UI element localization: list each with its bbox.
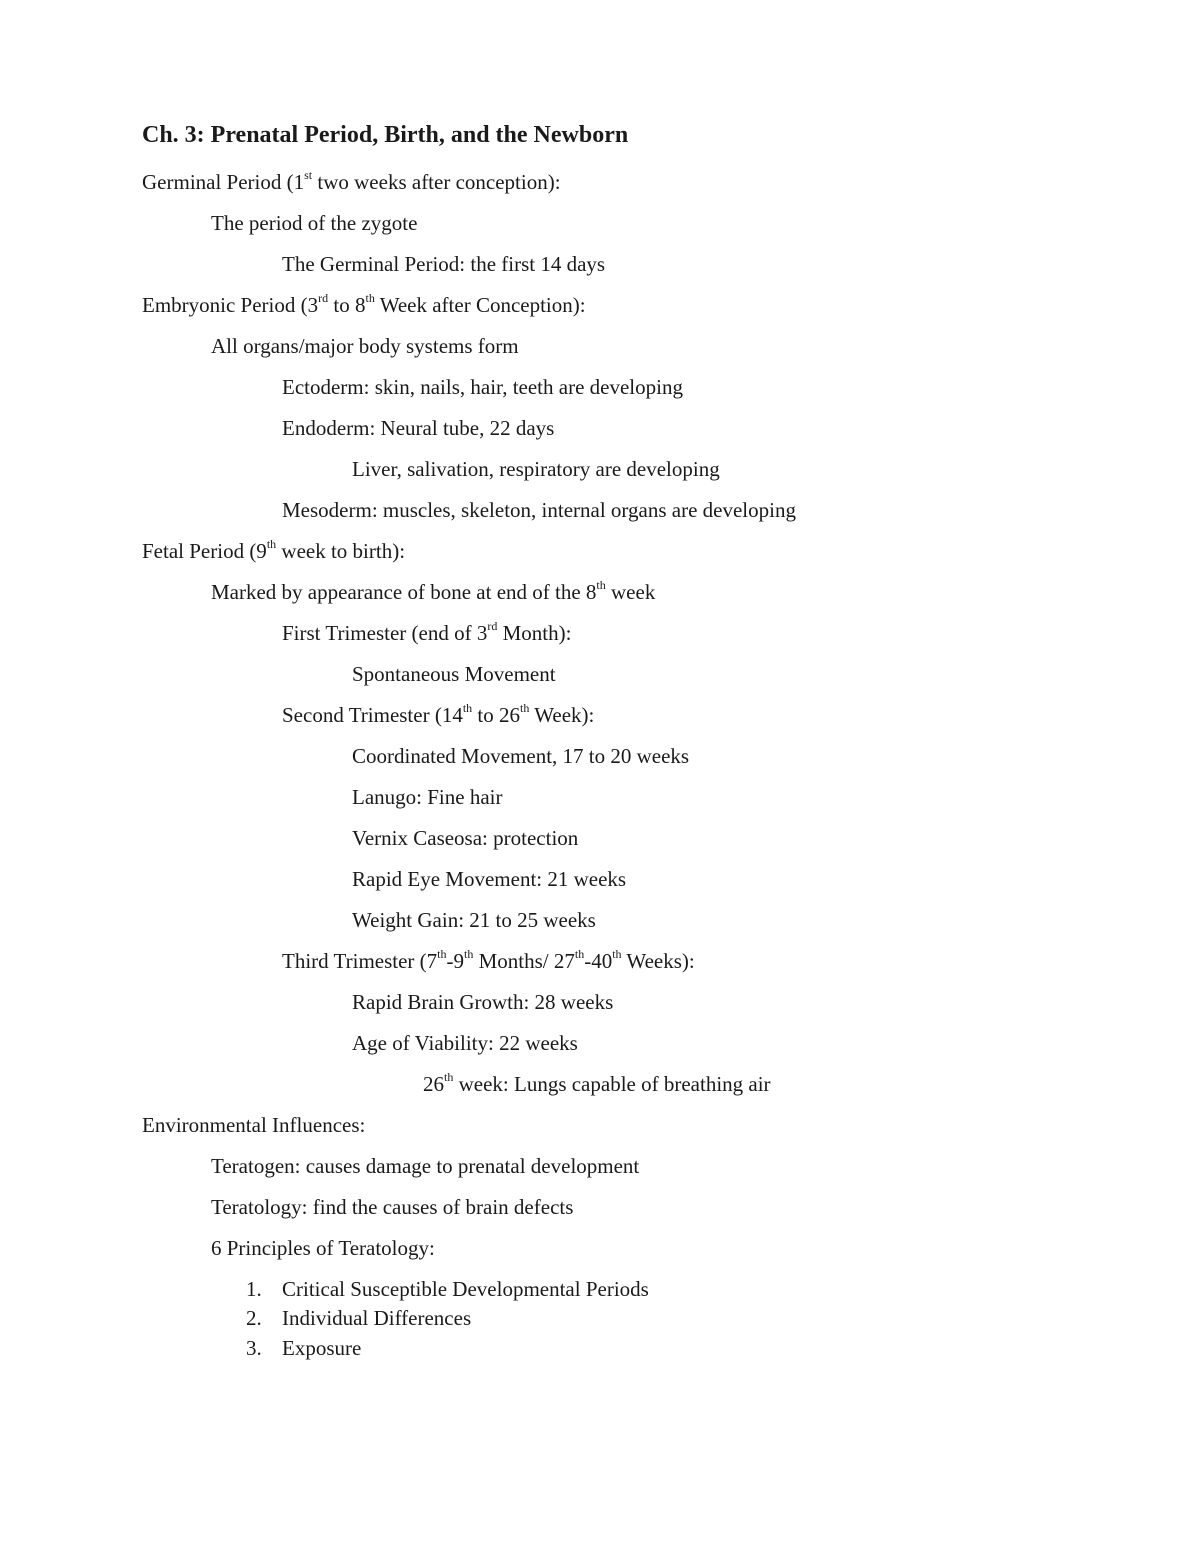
fetal-bone-line: Marked by appearance of bone at end of the 8th week — [211, 578, 656, 604]
teratogen-line: Teratogen: causes damage to prenatal development — [211, 1154, 640, 1178]
principles-heading: 6 Principles of Teratology: — [211, 1236, 435, 1260]
list-marker: 2. — [246, 1306, 262, 1330]
endoderm-sub-line: Liver, salivation, respiratory are developing — [352, 457, 720, 481]
list-item-text: Critical Susceptible Developmental Periods — [282, 1277, 649, 1301]
list-item-text: Exposure — [282, 1336, 362, 1360]
spontaneous-movement-line: Spontaneous Movement — [352, 662, 556, 686]
germinal-zygote-line: The period of the zygote — [211, 211, 418, 235]
endoderm-line: Endoderm: Neural tube, 22 days — [282, 416, 555, 440]
third-trimester-heading: Third Trimester (7th-9th Months/ 27th-40th Weeks): — [282, 947, 695, 973]
document-title: Ch. 3: Prenatal Period, Birth, and the Newborn — [142, 122, 629, 148]
list-marker: 3. — [246, 1336, 262, 1360]
lanugo-line: Lanugo: Fine hair — [352, 785, 503, 809]
fetal-period-heading: Fetal Period (9th week to birth): — [142, 537, 406, 563]
lungs-line: 26th week: Lungs capable of breathing air — [423, 1070, 771, 1096]
list-item-text: Individual Differences — [282, 1306, 472, 1330]
rem-line: Rapid Eye Movement: 21 weeks — [352, 867, 627, 891]
germinal-days-line: The Germinal Period: the first 14 days — [282, 252, 606, 276]
first-trimester-heading: First Trimester (end of 3rd Month): — [282, 619, 572, 645]
vernix-line: Vernix Caseosa: protection — [352, 826, 579, 850]
environmental-heading: Environmental Influences: — [142, 1113, 366, 1137]
viability-line: Age of Viability: 22 weeks — [352, 1031, 578, 1055]
teratology-line: Teratology: find the causes of brain defects — [211, 1195, 574, 1219]
ectoderm-line: Ectoderm: skin, nails, hair, teeth are developing — [282, 375, 683, 399]
germinal-period-heading: Germinal Period (1st two weeks after conception): — [142, 168, 561, 194]
embryonic-organs-line: All organs/major body systems form — [211, 334, 519, 358]
list-marker: 1. — [246, 1277, 262, 1301]
embryonic-period-heading: Embryonic Period (3rd to 8th Week after Conception): — [142, 291, 586, 317]
brain-growth-line: Rapid Brain Growth: 28 weeks — [352, 990, 614, 1014]
second-trimester-heading: Second Trimester (14th to 26th Week): — [282, 701, 595, 727]
coordinated-movement-line: Coordinated Movement, 17 to 20 weeks — [352, 744, 690, 768]
mesoderm-line: Mesoderm: muscles, skeleton, internal organs are developing — [282, 498, 796, 522]
weight-gain-line: Weight Gain: 21 to 25 weeks — [352, 908, 596, 932]
